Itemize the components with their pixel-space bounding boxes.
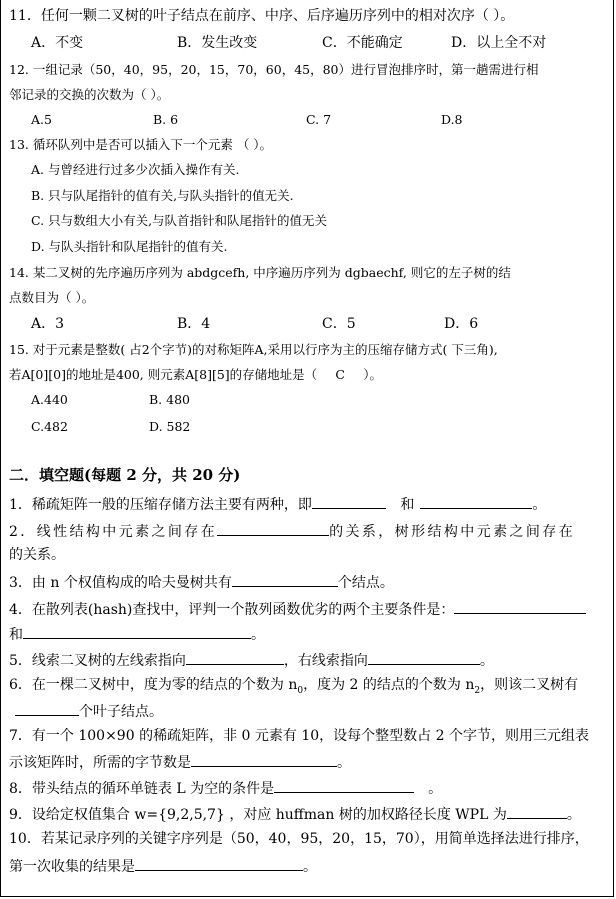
question-11-stem: 11．任何一颗二叉树的叶子结点在前序、中序、后序遍历序列中的相对次序（ ）。	[9, 8, 515, 24]
fill-1-text-c: 。	[532, 497, 547, 513]
question-13-stem: 13. 循环队列中是否可以插入下一个元素 （ ）。	[9, 137, 273, 152]
fill-5-text-b: ，右线索指向	[283, 653, 368, 669]
q14-option-c: C．5	[322, 316, 356, 332]
fill-8	[9, 778, 609, 798]
question-12-stem-line2: 邻记录的交换的次数为（ ）。	[9, 87, 170, 102]
fill-3-text-a: 3．由 n 个权值构成的哈夫曼树共有	[9, 575, 232, 591]
q12-option-a: A.5	[31, 112, 52, 127]
fill-6-sub-1: 0	[297, 685, 304, 696]
fill-3-text-b: 个结点。	[337, 575, 394, 591]
fill-5-blank-2[interactable]	[368, 650, 480, 665]
q13-option-b: B. 只与队尾指针的值有关,与队头指针的值无关.	[31, 188, 294, 203]
fill-3	[9, 572, 609, 592]
section-2-title: 二．填空题(每题 2 分，共 20 分)	[9, 466, 241, 484]
fill-6-blank[interactable]	[15, 701, 79, 716]
fill-7-blank[interactable]	[191, 752, 337, 767]
q15-answer: C	[335, 367, 345, 382]
q13-option-a: A. 与曾经进行过多少次插入操作有关.	[31, 162, 240, 177]
fill-10-blank[interactable]	[135, 856, 303, 871]
fill-4-line2	[9, 624, 609, 644]
fill-6-text-d: 个叶子结点。	[79, 704, 163, 720]
fill-5	[9, 650, 609, 670]
fill-6-text-b: ，度为 2 的结点的个数为 n	[303, 677, 475, 693]
fill-10-text-b: 。	[303, 859, 317, 875]
fill-1	[9, 494, 609, 514]
fill-4-blank-1[interactable]	[454, 599, 586, 614]
q14-option-a: A．3	[31, 316, 65, 332]
q11-option-c: C．不能确定	[322, 35, 403, 51]
q15-stem-pre: 若A[0][0]的地址是400, 则元素A[8][5]的存储地址是（	[9, 367, 318, 382]
fill-4-text-c: 。	[251, 627, 265, 643]
q15-option-d: D. 582	[149, 419, 191, 434]
fill-1-blank-2[interactable]	[420, 494, 532, 509]
fill-1-text-a: 1．稀疏矩阵一般的压缩存储方法主要有两种，即	[9, 497, 312, 513]
question-14-stem-line2: 点数目为（ ）。	[9, 290, 95, 305]
fill-7-line2	[9, 752, 609, 772]
fill-8-text-b: 。	[428, 781, 443, 797]
q14-option-b: B．4	[177, 316, 211, 332]
fill-9	[9, 804, 609, 824]
q13-option-d: D. 与队头指针和队尾指针的值有关.	[31, 239, 228, 254]
q13-option-c: C. 只与数组大小有关,与队首指针和队尾指针的值无关	[31, 213, 328, 228]
question-15-stem-line1: 15. 对于元素是整数( 占2个字节)的对称矩阵A,采用以行序为主的压缩存储方式( 下三角),	[9, 342, 498, 357]
question-15-stem-line2	[9, 366, 609, 384]
fill-8-text-a: 8．带头结点的循环单链表 L 为空的条件是	[9, 781, 275, 797]
q12-option-b: B. 6	[153, 112, 179, 127]
fill-9-text-a: 9．设给定权值集合 w={9,2,5,7} ，对应 huffman 树的加权路径长度 WPL 为	[9, 807, 507, 823]
fill-1-blank-1[interactable]	[312, 494, 386, 509]
fill-10-text-a: 第一次收集的结果是	[9, 859, 135, 875]
fill-9-text-b: 。	[566, 807, 581, 823]
fill-10-line2	[9, 856, 609, 876]
fill-2-text-b: 的关系，树形结构中元素之间存在	[329, 524, 576, 540]
fill-7-text-a: 示该矩阵时，所需的字节数是	[9, 755, 191, 771]
q15-option-a: A.440	[31, 392, 68, 407]
fill-6-line2	[9, 701, 609, 721]
fill-4-text-b: 和	[9, 627, 23, 643]
fill-1-text-b: 和	[400, 497, 415, 513]
fill-6-sub-2: 2	[474, 685, 481, 696]
fill-4-line1	[9, 599, 609, 619]
q11-option-a: A．不变	[31, 35, 84, 51]
question-12-stem-line1: 12. 一组记录（50，40，95，20，15，70，60，45，80）进行冒泡排序时，第一趟需进行相	[9, 62, 539, 77]
fill-10-line1: 10．若某记录序列的关键字序列是（50，40，95，20，15，70），用简单选择法进行排序，	[9, 831, 589, 847]
q12-option-d: D.8	[441, 112, 463, 127]
q15-option-b: B. 480	[149, 392, 190, 407]
fill-2-line2: 的关系。	[9, 547, 65, 563]
fill-9-blank[interactable]	[507, 804, 567, 819]
fill-6-text-a: 6．在一棵二叉树中，度为零的结点的个数为 n	[9, 677, 298, 693]
fill-5-text-c: 。	[479, 653, 494, 669]
fill-7-text-b: 。	[337, 755, 351, 771]
fill-5-blank-1[interactable]	[186, 650, 284, 665]
fill-2-blank-1[interactable]	[217, 521, 329, 536]
fill-2-line1	[9, 521, 609, 541]
fill-5-text-a: 5．线索二叉树的左线索指向	[9, 653, 186, 669]
q11-option-b: B．发生改变	[177, 35, 258, 51]
fill-6-line1	[9, 676, 609, 700]
q14-option-d: D．6	[444, 316, 479, 332]
q15-option-c: C.482	[31, 419, 68, 434]
q12-option-c: C. 7	[306, 112, 332, 127]
fill-4-blank-2[interactable]	[23, 624, 251, 639]
fill-6-text-c: ，则该二叉树有	[480, 677, 579, 693]
fill-3-blank[interactable]	[232, 572, 338, 587]
q15-stem-post: ）。	[363, 367, 382, 382]
q11-option-d: D．以上全不对	[451, 35, 547, 51]
question-14-stem-line1: 14. 某二叉树的先序遍历序列为 abdgcefh, 中序遍历序列为 dgbaechf, 则它的左子树的结	[9, 265, 511, 280]
fill-4-text-a: 4．在散列表(hash)查找中，评判一个散列函数优劣的两个主要条件是：	[9, 602, 455, 618]
fill-8-blank[interactable]	[274, 778, 414, 793]
fill-7-line1: 7．有一个 100×90 的稀疏矩阵，非 0 元素有 10，设每个整型数占 2 个字节，则用三元组表	[9, 728, 589, 744]
fill-2-text-a: 2．线性结构中元素之间存在	[9, 524, 218, 540]
